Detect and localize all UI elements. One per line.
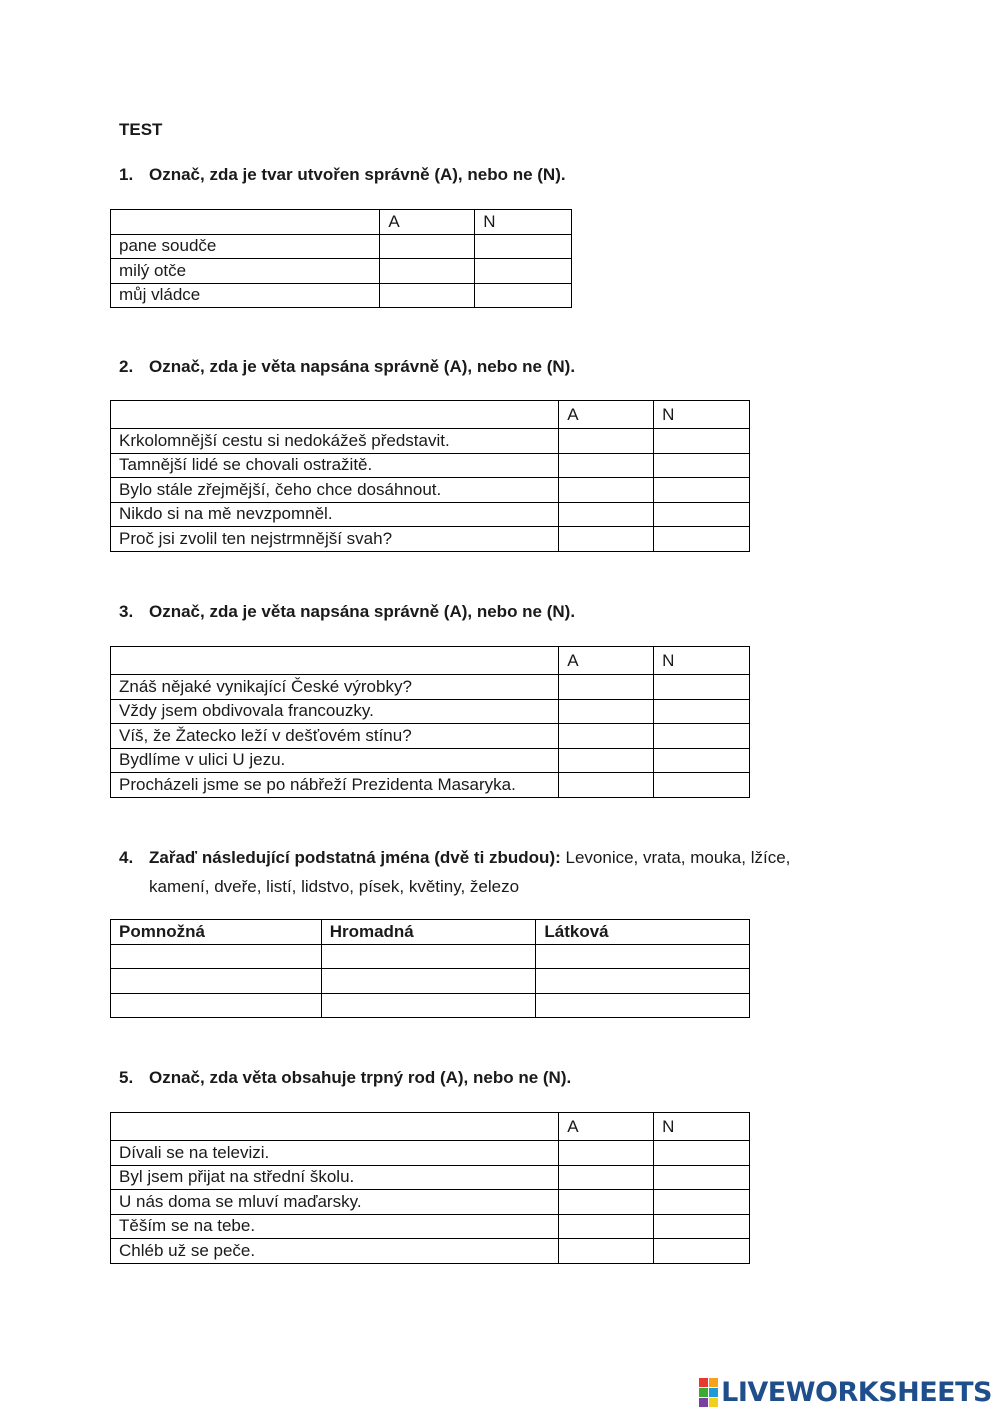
row-label: Chléb už se peče.: [111, 1239, 559, 1264]
table-row: [111, 748, 750, 773]
answer-cell-a[interactable]: [559, 724, 654, 749]
question-2-number: 2.: [119, 357, 134, 376]
table-row: [111, 234, 572, 259]
question-4-instruction: Zařaď následující podstatná jména (dvě ti zbudou):: [149, 848, 561, 867]
header-cell-pomnozna: Pomnožná: [111, 920, 322, 945]
table-row: [111, 1190, 750, 1215]
logo-blocks-icon: [699, 1378, 718, 1407]
table-row: [111, 1214, 750, 1239]
table-row: [111, 724, 750, 749]
question-2-table: [110, 400, 750, 552]
question-5-table: [110, 1112, 750, 1264]
answer-cell-a[interactable]: [559, 478, 654, 503]
answer-cell-n[interactable]: [654, 1141, 750, 1166]
answer-cell-n[interactable]: [654, 748, 750, 773]
answer-cell-a[interactable]: [559, 502, 654, 527]
answer-cell[interactable]: [111, 969, 322, 994]
table-row: [111, 1239, 750, 1264]
logo-text: LIVEWORKSHEETS: [721, 1376, 992, 1408]
question-2-heading: [119, 357, 575, 377]
header-cell-a: A: [559, 647, 654, 675]
answer-cell-n[interactable]: [654, 1239, 750, 1264]
row-label: Nikdo si na mě nevzpomněl.: [111, 502, 559, 527]
answer-cell-n[interactable]: [654, 478, 750, 503]
table-row: [111, 773, 750, 798]
row-label: Bydlíme v ulici U jezu.: [111, 748, 559, 773]
header-cell-n: N: [654, 647, 750, 675]
table-row: [111, 527, 750, 552]
answer-cell-a[interactable]: [559, 1239, 654, 1264]
header-cell-n: N: [654, 401, 750, 429]
table-header-row: [111, 210, 572, 235]
table-row: [111, 969, 750, 994]
question-1-text: Označ, zda je tvar utvořen správně (A), nebo ne (N).: [149, 165, 566, 184]
header-cell-empty: [111, 1113, 559, 1141]
header-cell-empty: [111, 647, 559, 675]
question-4-words-2: kamení, dveře, listí, lidstvo, písek, květiny, železo: [149, 877, 520, 896]
row-label: Procházeli jsme se po nábřeží Prezidenta Masaryka.: [111, 773, 559, 798]
row-label: U nás doma se mluví maďarsky.: [111, 1190, 559, 1215]
table-row: [111, 478, 750, 503]
answer-cell-n[interactable]: [654, 1190, 750, 1215]
answer-cell-n[interactable]: [475, 234, 572, 259]
answer-cell-n[interactable]: [654, 453, 750, 478]
answer-cell[interactable]: [536, 944, 750, 969]
question-5-number: 5.: [119, 1068, 134, 1087]
table-row: [111, 1141, 750, 1166]
question-4-words-1: Levonice, vrata, mouka, lžíce,: [560, 848, 791, 867]
header-cell-empty: [111, 401, 559, 429]
question-4-line-1: [119, 843, 790, 872]
row-label: Těším se na tebe.: [111, 1214, 559, 1239]
answer-cell-a[interactable]: [380, 259, 475, 284]
table-row: [111, 699, 750, 724]
answer-cell-n[interactable]: [654, 1214, 750, 1239]
row-label: Dívali se na televizi.: [111, 1141, 559, 1166]
row-label: Znáš nějaké vynikající České výrobky?: [111, 675, 559, 700]
answer-cell-n[interactable]: [654, 699, 750, 724]
answer-cell-n[interactable]: [654, 724, 750, 749]
row-label: Krkolomnější cestu si nedokážeš představit.: [111, 429, 559, 454]
question-2-text: Označ, zda je věta napsána správně (A), nebo ne (N).: [149, 357, 576, 376]
table-header-row: [111, 1113, 750, 1141]
answer-cell-a[interactable]: [559, 675, 654, 700]
row-label: pane soudče: [111, 234, 380, 259]
answer-cell-n[interactable]: [654, 527, 750, 552]
answer-cell-n[interactable]: [654, 773, 750, 798]
question-3-table: [110, 646, 750, 798]
question-4-table: [110, 919, 750, 1018]
row-label: Víš, že Žatecko leží v dešťovém stínu?: [111, 724, 559, 749]
page-title: TEST: [119, 120, 163, 139]
answer-cell-a[interactable]: [559, 699, 654, 724]
answer-cell-a[interactable]: [559, 1190, 654, 1215]
liveworksheets-logo[interactable]: [699, 1377, 992, 1407]
answer-cell-a[interactable]: [380, 283, 475, 308]
answer-cell-n[interactable]: [654, 675, 750, 700]
logo-block: [709, 1398, 718, 1407]
question-3-text: Označ, zda je věta napsána správně (A), nebo ne (N).: [149, 602, 576, 621]
answer-cell[interactable]: [536, 969, 750, 994]
question-1-number: 1.: [119, 165, 134, 184]
header-cell-a: A: [380, 210, 475, 235]
table-row: [111, 453, 750, 478]
header-cell-empty: [111, 210, 380, 235]
logo-block: [699, 1398, 708, 1407]
answer-cell-n[interactable]: [475, 259, 572, 284]
table-row: [111, 944, 750, 969]
answer-cell[interactable]: [321, 993, 536, 1018]
row-label: Byl jsem přijat na střední školu.: [111, 1165, 559, 1190]
header-cell-latkova: Látková: [536, 920, 750, 945]
question-5-heading: [119, 1068, 571, 1088]
answer-cell[interactable]: [111, 993, 322, 1018]
answer-cell-a[interactable]: [380, 234, 475, 259]
answer-cell-n[interactable]: [654, 1165, 750, 1190]
header-cell-n: N: [654, 1113, 750, 1141]
row-label: Proč jsi zvolil ten nejstrmnější svah?: [111, 527, 559, 552]
table-row: [111, 259, 572, 284]
table-row: [111, 675, 750, 700]
answer-cell-a[interactable]: [559, 1165, 654, 1190]
row-label: Bylo stále zřejmější, čeho chce dosáhnout.: [111, 478, 559, 503]
header-cell-a: A: [559, 401, 654, 429]
table-row: [111, 283, 572, 308]
answer-cell-a[interactable]: [559, 1214, 654, 1239]
answer-cell-a[interactable]: [559, 429, 654, 454]
logo-block: [699, 1378, 708, 1387]
question-5-text: Označ, zda věta obsahuje trpný rod (A), nebo ne (N).: [149, 1068, 572, 1087]
header-cell-hromadna: Hromadná: [321, 920, 536, 945]
question-4-number: 4.: [119, 848, 134, 867]
table-row: [111, 1165, 750, 1190]
question-3-heading: [119, 602, 575, 622]
logo-block: [709, 1388, 718, 1397]
row-label: Vždy jsem obdivovala francouzky.: [111, 699, 559, 724]
table-header-row: [111, 647, 750, 675]
answer-cell[interactable]: [321, 969, 536, 994]
answer-cell-n[interactable]: [475, 283, 572, 308]
question-1-table: [110, 209, 572, 308]
row-label: Tamnější lidé se chovali ostražitě.: [111, 453, 559, 478]
table-row: [111, 429, 750, 454]
logo-block: [699, 1388, 708, 1397]
row-label: milý otče: [111, 259, 380, 284]
header-cell-n: N: [475, 210, 572, 235]
answer-cell[interactable]: [111, 944, 322, 969]
answer-cell[interactable]: [536, 993, 750, 1018]
table-row: [111, 993, 750, 1018]
answer-cell-a[interactable]: [559, 773, 654, 798]
table-row: [111, 502, 750, 527]
table-header-row: [111, 401, 750, 429]
logo-block: [709, 1378, 718, 1387]
answer-cell[interactable]: [321, 944, 536, 969]
table-header-row: [111, 920, 750, 945]
row-label: můj vládce: [111, 283, 380, 308]
question-3-number: 3.: [119, 602, 134, 621]
answer-cell-a[interactable]: [559, 748, 654, 773]
answer-cell-a[interactable]: [559, 1141, 654, 1166]
answer-cell-a[interactable]: [559, 527, 654, 552]
answer-cell-a[interactable]: [559, 453, 654, 478]
answer-cell-n[interactable]: [654, 502, 750, 527]
question-4-heading: [119, 843, 790, 901]
answer-cell-n[interactable]: [654, 429, 750, 454]
header-cell-a: A: [559, 1113, 654, 1141]
question-1-heading: [119, 165, 566, 185]
